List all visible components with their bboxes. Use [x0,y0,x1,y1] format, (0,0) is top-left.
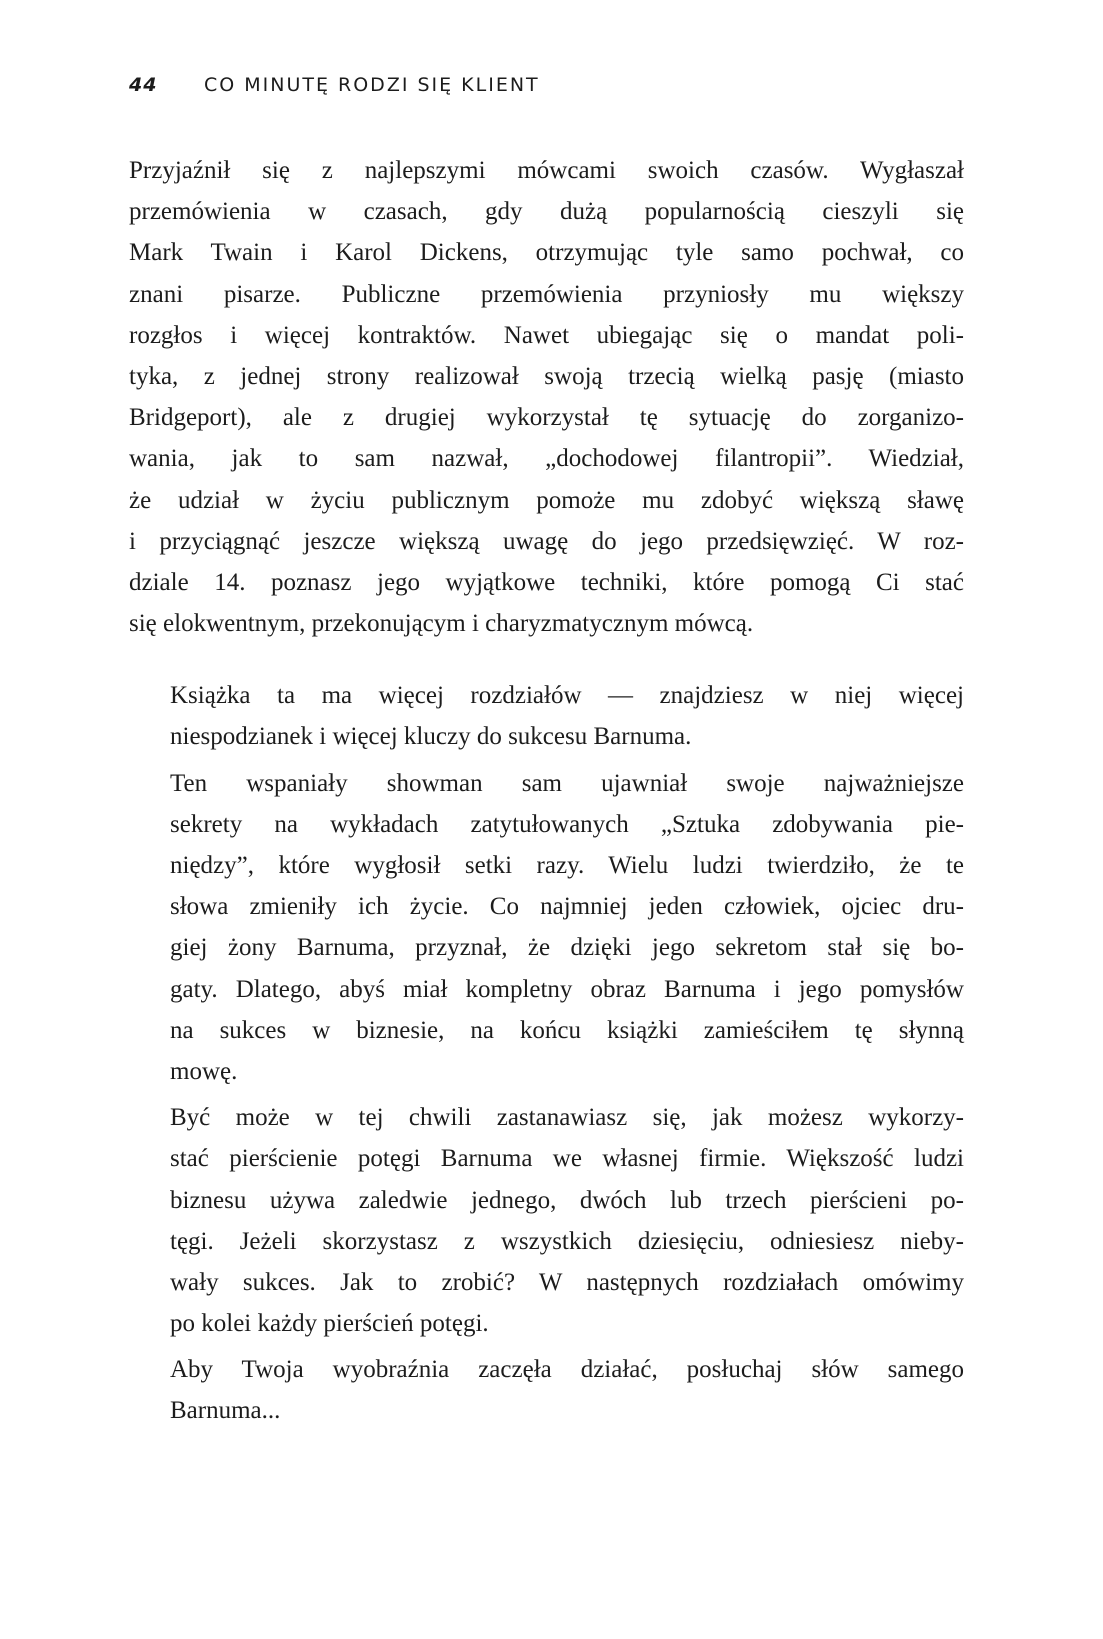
text-line: giej żony Barnuma, przyznał, że dzięki jego sekretom stał się bo- [170,934,964,962]
text-line: biznesu używa zaledwie jednego, dwóch lub trzech pierścieni po- [170,1186,964,1214]
text-line: Przyjaźnił się z najlepszymi mówcami swoich czasów. Wygłaszał [129,157,964,184]
text-line: gaty. Dlatego, abyś miał kompletny obraz Barnuma i jego pomysłów [170,975,964,1003]
text-line: że udział w życiu publicznym pomoże mu zdobyć większą sławę [129,486,964,514]
text-line: Być może w tej chwili zastanawiasz się, jak możesz wykorzy- [170,1104,964,1132]
text-line: niespodzianek i więcej kluczy do sukcesu Barnuma. [170,723,692,751]
text-line: i przyciągnąć jeszcze większą uwagę do jego przedsięwzięć. W roz- [129,527,964,555]
running-head: CO MINUTĘ RODZI SIĘ KLIENT [204,74,540,96]
text-line: stać pierścienie potęgi Barnuma we własnej firmie. Większość ludzi [170,1145,964,1173]
text-line: Mark Twain i Karol Dickens, otrzymując tyle samo pochwał, co [129,239,964,267]
text-line: niędzy”, które wygłosił setki razy. Wielu ludzi twierdziło, że te [170,852,964,879]
text-line: Ten wspaniały showman sam ujawniał swoje najważniejsze [170,769,964,797]
text-line: słowa zmieniły ich życie. Co najmniej jeden człowiek, ojciec dru- [170,893,964,921]
text-line: tęgi. Jeżeli skorzystasz z wszystkich dziesięciu, odniesiesz nieby- [170,1227,964,1255]
paragraph-4 [129,1097,964,1344]
text-line: tyka, z jednej strony realizował swoją trzecią wielką pasję (miasto [129,362,964,390]
paragraph-1 [129,150,964,644]
paragraph-5 [129,1349,964,1431]
text-line: wały sukces. Jak to zrobić? W następnych rozdziałach omówimy [170,1268,964,1296]
text-line: wania, jak to sam nazwał, „dochodowej filantropii”. Wiedział, [129,445,964,473]
text-line: Aby Twoja wyobraźnia zaczęła działać, posłuchaj słów samego [170,1356,964,1384]
text-line: przemówienia w czasach, gdy dużą popularnością cieszyli się [129,198,964,226]
page-number: 44 [129,74,158,96]
text-line: Barnuma... [170,1397,281,1425]
paragraph-2 [129,675,964,757]
text-line: się elokwentnym, przekonującym i charyzmatycznym mówcą. [129,610,754,638]
body-text [129,150,964,1437]
text-line: sekrety na wykładach zatytułowanych „Sztuka zdobywania pie- [170,810,964,838]
text-line: na sukces w biznesie, na końcu książki zamieściłem tę słynną [170,1016,964,1044]
page-header [129,74,540,104]
text-line: znani pisarze. Publiczne przemówienia przyniosły mu większy [129,280,964,308]
text-line: Książka ta ma więcej rozdziałów — znajdziesz w niej więcej [170,682,964,710]
text-line: Bridgeport), ale z drugiej wykorzystał tę sytuację do zorganizo- [129,404,964,432]
text-line: rozgłos i więcej kontraktów. Nawet ubiegając się o mandat poli- [129,321,964,349]
paragraph-3 [129,763,964,1093]
text-line: dziale 14. poznasz jego wyjątkowe techniki, które pomogą Ci stać [129,568,964,596]
text-line: mowę. [170,1057,238,1085]
text-line: po kolei każdy pierścień potęgi. [170,1310,489,1338]
